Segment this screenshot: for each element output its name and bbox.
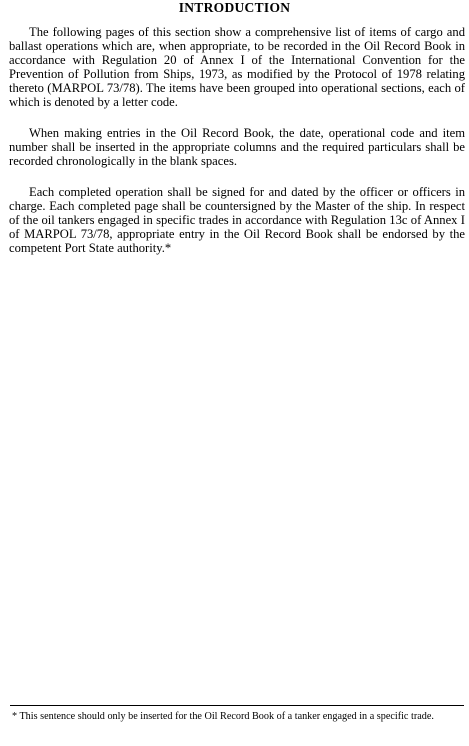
paragraph-introduction: The following pages of this section show a comprehensive list of items of cargo and ballast operations which are, when appropriate, to be recorded in the Oil Record Book in accordance with Regulation 20 of Annex I of the International Convention for the Prevention of Pollution from Ships, 1973, as modified by the Protocol of 1978 relating thereto (MARPOL 73/78). The items have been grouped into operational sections, each of which is denoted by a letter code. [9, 25, 465, 109]
page-title: INTRODUCTION [178, 0, 291, 15]
paragraph-entries: When making entries in the Oil Record Book, the date, operational code and item number shall be inserted in the appropriate columns and the required particulars shall be recorded chronologically in the blank spaces. [9, 126, 465, 168]
paragraph-signatures: Each completed operation shall be signed for and dated by the officer or officers in charge. Each completed page shall be countersigned by the Master of the ship. In respect of the oil tankers engaged in specific trades in accordance with Regulation 13c of Annex I of MARPOL 73/78, appropriate entry in the Oil Record Book shall be endorsed by the competent Port State authority.* [9, 185, 465, 255]
footnote: * This sentence should only be inserted for the Oil Record Book of a tanker engaged in a specific trade. [12, 711, 434, 722]
footnote-divider [10, 705, 464, 706]
